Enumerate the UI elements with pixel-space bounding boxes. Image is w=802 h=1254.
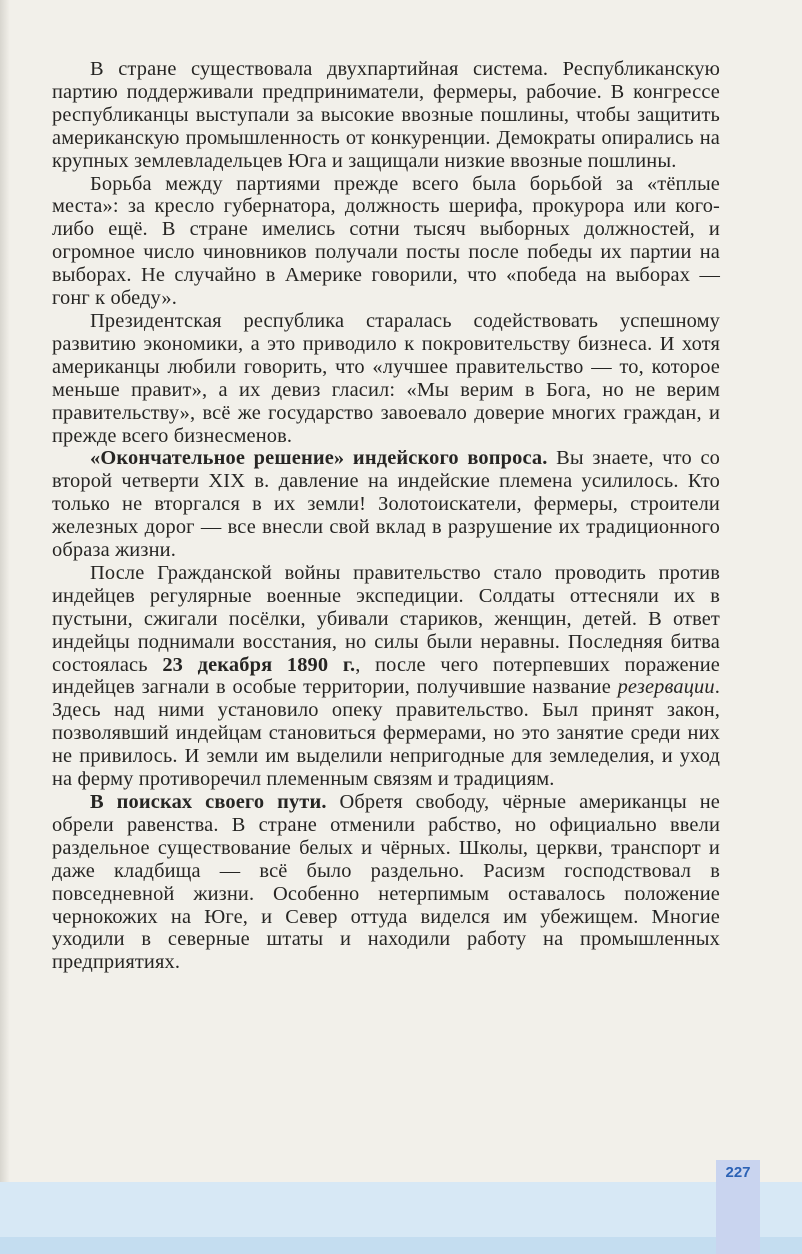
battle-date: 23 декабря 1890 г. bbox=[162, 653, 356, 676]
paragraph-text: Вы знаете, что со второй четверти XIX в. давление на индейские племена усилилось. Кто только не вторгался в их земли! Золотоискатели, фермеры, строители железных дорог — все внесли свой вклад в разрушение их традиционного образа жизни. bbox=[52, 447, 720, 562]
paragraph-own-path bbox=[52, 791, 720, 974]
page-number: 227 bbox=[725, 1164, 751, 1181]
paragraph-two-party-system bbox=[52, 58, 720, 173]
paragraph-text: В стране существовала двухпартийная система. Республиканскую партию поддерживали предприниматели, фермеры, рабочие. В конгрессе республиканцы выступали за высокие ввозные пошлины, чтобы защитить американскую промышленность от конкуренции. Демократы опирались на крупных землевладельцев Юга и защищали низкие ввозные пошлины. bbox=[52, 58, 720, 172]
paragraph-text: Президентская республика старалась содействовать успешному развитию экономики, а это приводило к покровительству бизнеса. И хотя американцы любили говорить, что «лучшее правительство — то, которое меньше правит», а их девиз гласил: «Мы верим в Бога, но не верим правительству», всё же государство завоевало доверие многих граждан, и прежде всего бизнесменов. bbox=[52, 309, 720, 447]
paragraph-reservations bbox=[52, 562, 720, 791]
paragraph-party-struggle bbox=[52, 173, 720, 310]
paragraph-text: Обретя свободу, чёрные американцы не обрели равенства. В стране отменили рабство, но официально ввели раздельное существование белых и чёрных. Школы, церкви, транспорт и даже кладбища — всё было раздельно. Расизм господствовал в повседневной жизни. Особенно нетерпимым оставалось положение чернокожих на Юге, и Север оттуда виделся им убежищем. Многие уходили в северные штаты и находили работу на промышленных предприятиях. bbox=[52, 791, 721, 974]
paragraph-presidential-republic bbox=[52, 310, 720, 447]
paragraph-text: После Гражданской войны правительство стало проводить против индейцев регулярные военные экспедиции. Солдаты оттесняли их в пустыни, сжигали посёлки, убивали стариков, женщин, детей. В ответ индейцы поднимали восстания, но силы были неравны. Последняя битва состоялась bbox=[52, 561, 720, 676]
paragraph-indian-question bbox=[52, 447, 720, 562]
page-spine-shadow bbox=[0, 0, 10, 1254]
page-body-text bbox=[52, 58, 720, 974]
paragraph-text: Борьба между партиями прежде всего была борьбой за «тёплые места»: за кресло губернатора, должность шерифа, прокурора или кого-либо ещё. В стране имелись сотни тысяч выборных должностей, и огромное число чиновников получали посты после победы их партии на выборах. Не случайно в Америке говорили, что «победа на выборах — гонг к обеду». bbox=[52, 172, 720, 310]
paragraph-text: , после чего потерпевших поражение индейцев загнали в особые территории, получившие название bbox=[52, 653, 720, 699]
section-heading-indian-question: «Окончательное решение» индейского вопроса. bbox=[90, 447, 548, 470]
paragraph-text: . Здесь над ними установило опеку правительство. Был принят закон, позволявший индейцам становиться фермерами, но это занятие среди них не привилось. И земли им выделили непригодные для земледелия, и уход на ферму противоречил племенным связям и традициям. bbox=[52, 676, 720, 791]
page-bottom-strip bbox=[0, 1237, 802, 1254]
term-reservations: резервации bbox=[617, 676, 715, 699]
section-heading-own-path: В поисках своего пути. bbox=[90, 791, 327, 813]
